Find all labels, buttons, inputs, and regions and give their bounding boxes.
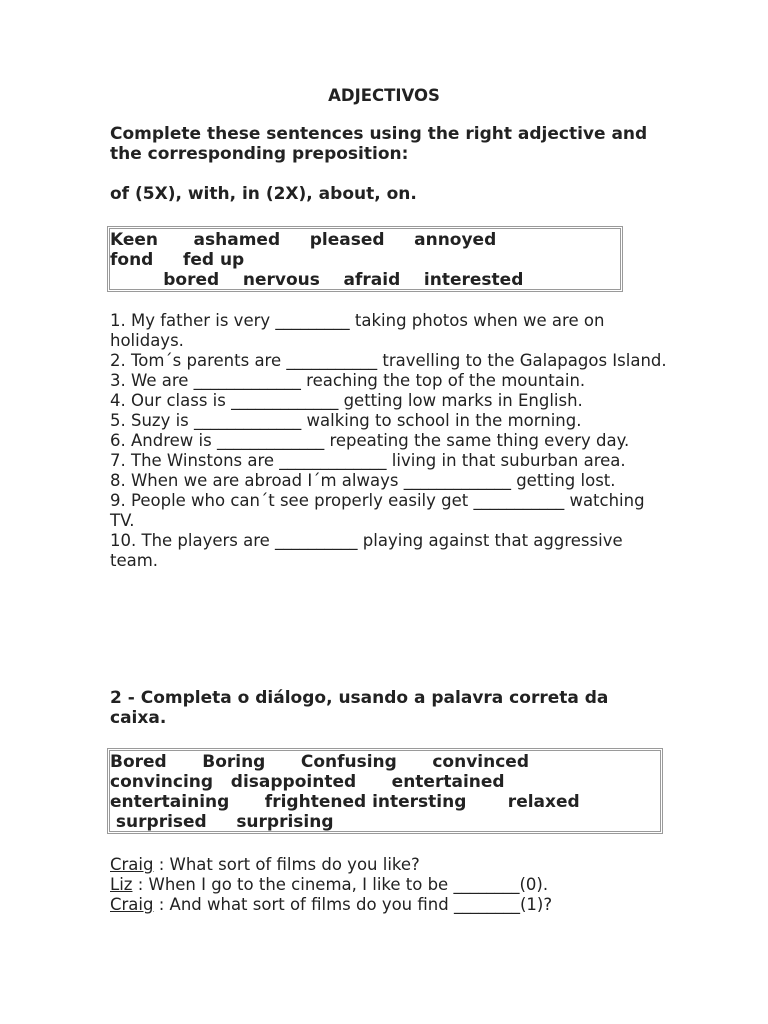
adjective-box-2-line: surprised surprising <box>110 812 334 832</box>
page-title: ADJECTIVOS <box>328 86 440 105</box>
dialog-line <box>110 855 670 875</box>
section2-text: Completa o diálogo, usando a palavra correta da caixa. <box>110 688 609 728</box>
sentence-list <box>110 311 670 571</box>
dialog-text: : And what sort of films do you find ________(1)? <box>153 895 553 914</box>
adjective-box-2-line: Bored Boring Confusing convinced <box>110 752 529 772</box>
adjective-box-2 <box>107 748 663 834</box>
sentence-item: 5. Suzy is _____________ walking to school in the morning. <box>110 411 582 430</box>
sentence-item: 6. Andrew is _____________ repeating the same thing every day. <box>110 431 630 450</box>
dialog-text: : What sort of films do you like? <box>153 855 420 874</box>
adjective-box-2-line: entertaining frightened intersting relaxed <box>110 792 580 812</box>
sentence-item: 3. We are _____________ reaching the top of the mountain. <box>110 371 586 390</box>
dialog-speaker: Craig <box>110 895 154 914</box>
adjective-box-2-line: convincing disappointed entertained <box>110 772 505 792</box>
dialog-speaker: Liz <box>110 875 133 894</box>
dialog-line <box>110 895 670 915</box>
dialog <box>110 855 670 915</box>
sentence-item: 4. Our class is _____________ getting low marks in English. <box>110 391 583 410</box>
section2-number: 2 - <box>110 688 135 708</box>
adjective-box-1 <box>107 226 623 292</box>
section2-instruction <box>110 688 670 728</box>
dialog-speaker: Craig <box>110 855 154 874</box>
section1-prepositions: of (5X), with, in (2X), about, on. <box>110 184 417 204</box>
sentence-item: 9. People who can´t see properly easily get ___________ watching TV. <box>110 491 645 530</box>
sentence-item: 2. Tom´s parents are ___________ travelling to the Galapagos Island. <box>110 351 667 370</box>
sentence-item: 1. My father is very _________ taking photos when we are on holidays. <box>110 311 605 350</box>
sentence-item: 10. The players are __________ playing against that aggressive team. <box>110 531 623 570</box>
adjective-box-1-line: Keen ashamed pleased annoyed <box>110 230 497 250</box>
sentence-item: 7. The Winstons are _____________ living in that suburban area. <box>110 451 626 470</box>
section1-instruction: Complete these sentences using the right adjective and the corresponding preposition: <box>110 124 648 164</box>
dialog-line <box>110 875 670 895</box>
sentence-item: 8. When we are abroad I´m always _____________ getting lost. <box>110 471 616 490</box>
adjective-box-1-line: bored nervous afraid interested <box>110 270 524 290</box>
dialog-text: : When I go to the cinema, I like to be ________(0). <box>132 875 549 894</box>
adjective-box-1-line: fond fed up <box>110 250 245 270</box>
